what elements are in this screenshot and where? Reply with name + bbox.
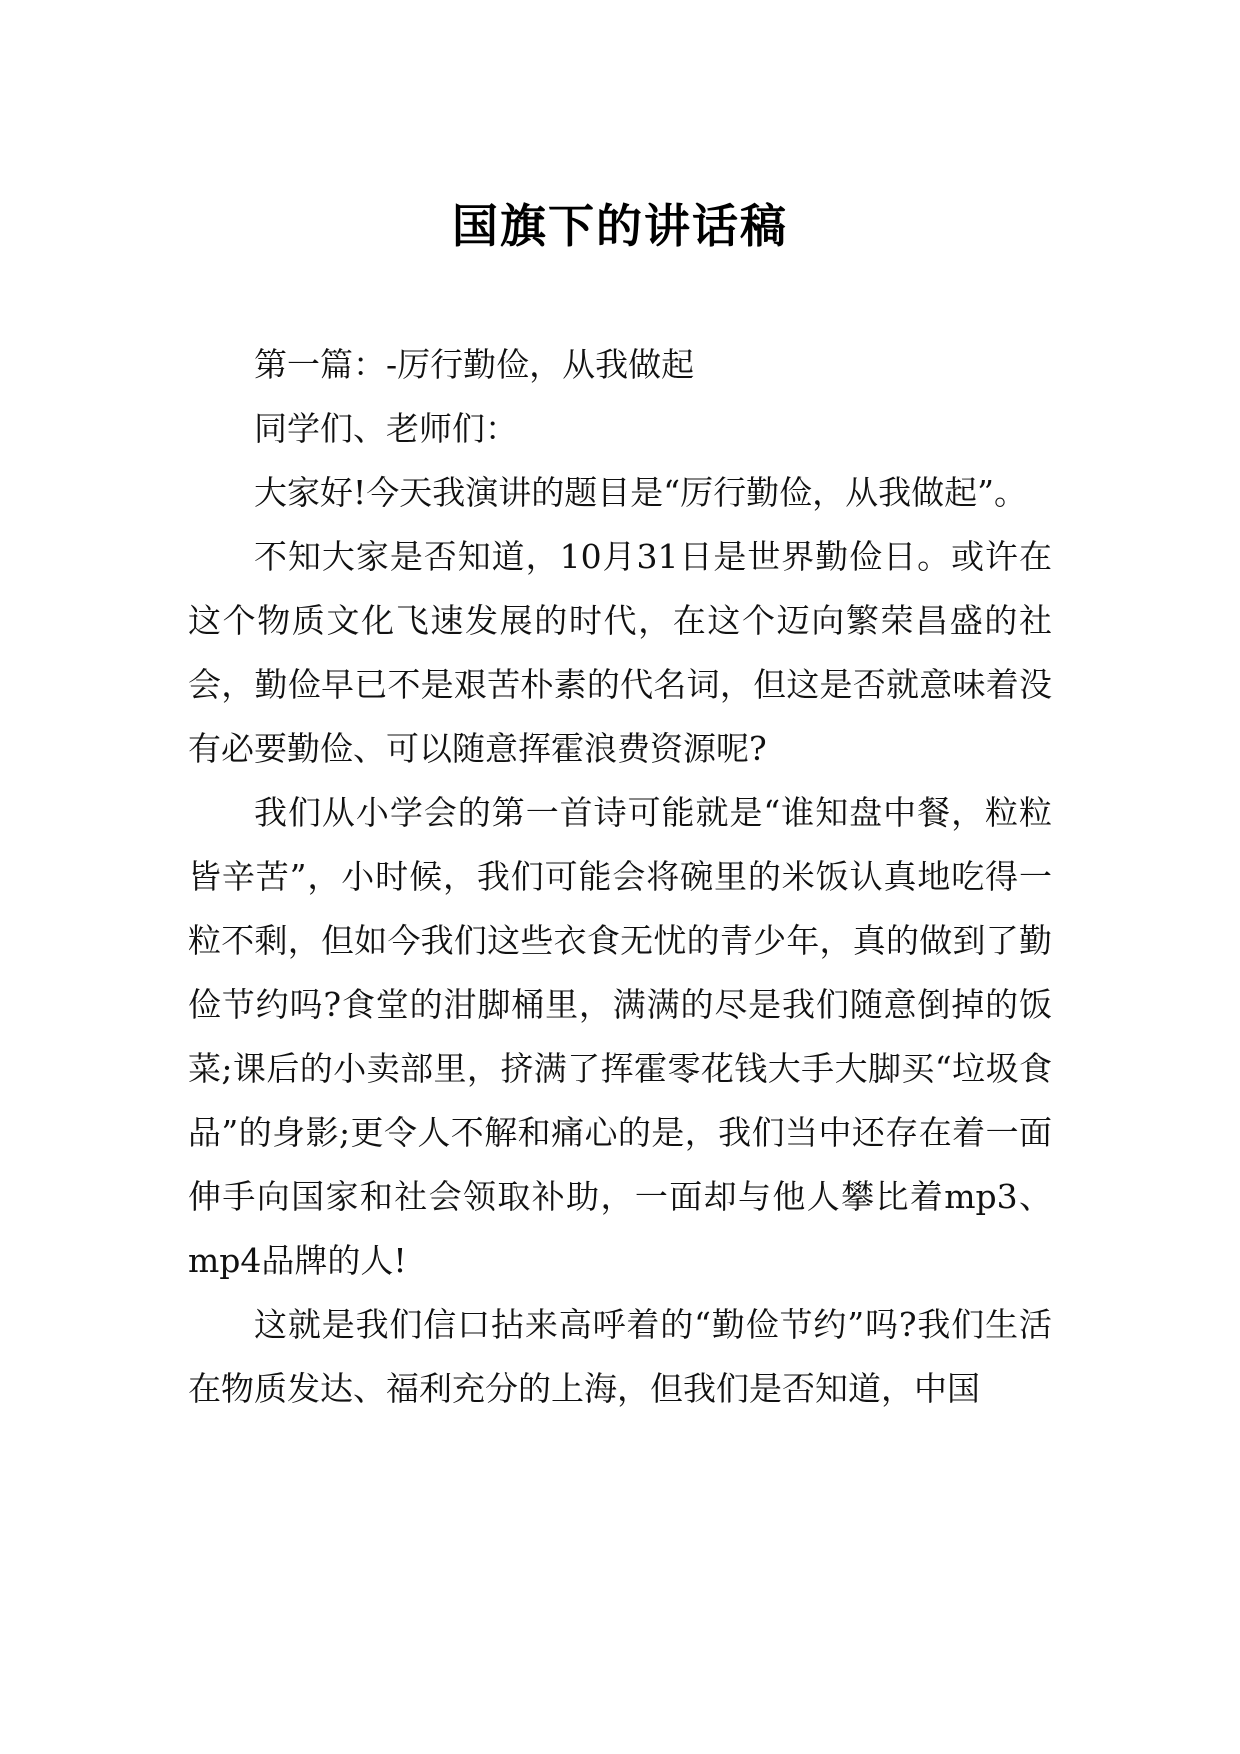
paragraph-poem: 我们从小学会的第一首诗可能就是“谁知盘中餐，粒粒皆辛苦”，小时候，我们可能会将碗里的米饭认真地吃得一粒不剩，但如今我们这些衣食无忧的青少年，真的做到了勤俭节约吗?食堂的泔脚桶里，满满的尽是我们随意倒掉的饭菜;课后的小卖部里，挤满了挥霍零花钱大手大脚买“垃圾食品”的身影;更令人不解和痛心的是，我们当中还存在着一面伸手向国家和社会领取补助，一面却与他人攀比着mp3、mp4品牌的人! — [188, 793, 1052, 1280]
paragraph-question: 这就是我们信口拈来高呼着的“勤俭节约”吗?我们生活在物质发达、福利充分的上海，但我们是否知道，中国 — [188, 1305, 1052, 1408]
section-heading: 第一篇：-厉行勤俭，从我做起 — [254, 345, 695, 384]
document-body — [188, 333, 1052, 1421]
salutation: 同学们、老师们： — [254, 409, 518, 448]
paragraph-greeting: 大家好!今天我演讲的题目是“厉行勤俭，从我做起”。 — [254, 473, 1028, 512]
paragraph-intro: 不知大家是否知道，10月31日是世界勤俭日。或许在这个物质文化飞速发展的时代，在这个迈向繁荣昌盛的社会，勤俭早已不是艰苦朴素的代名词，但这是否就意味着没有必要勤俭、可以随意挥霍浪费资源呢? — [188, 537, 1052, 768]
document-title: 国旗下的讲话稿 — [452, 198, 788, 253]
